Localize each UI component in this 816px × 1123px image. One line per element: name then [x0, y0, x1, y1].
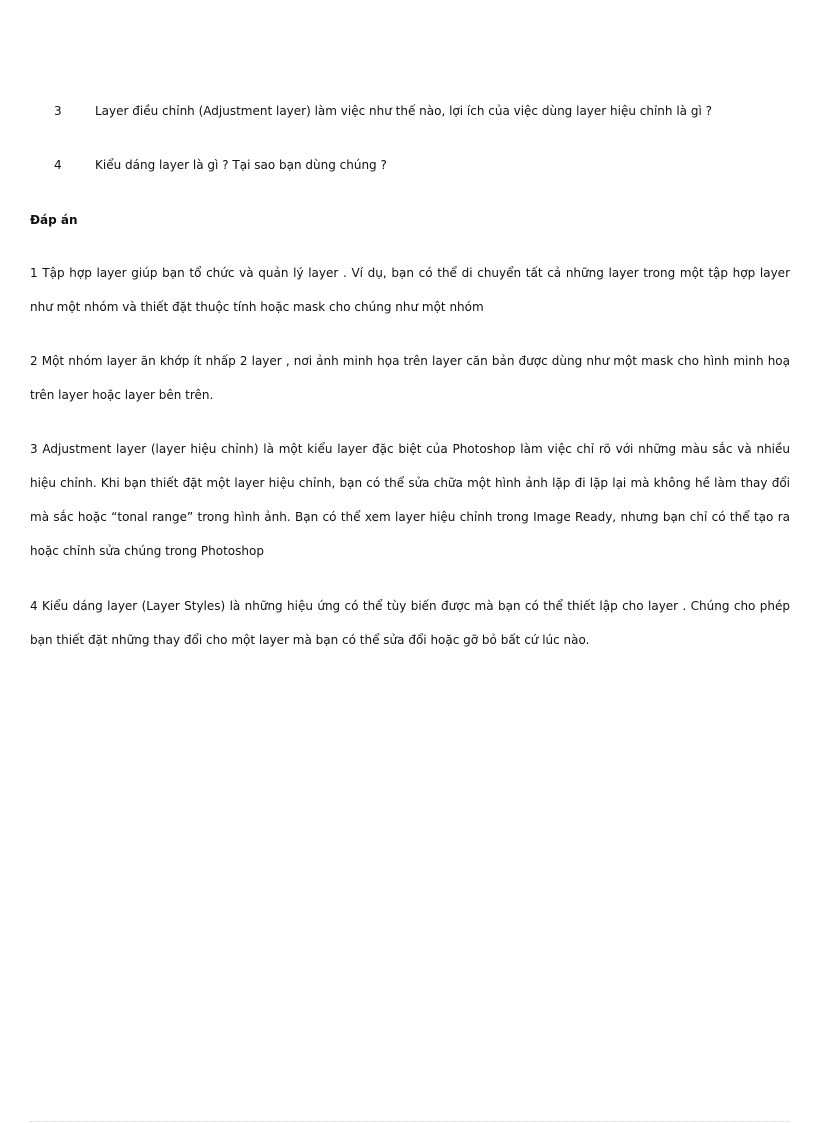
answer-paragraph-3: 3 Adjustment layer (layer hiệu chỉnh) là một kiểu layer đặc biệt của Photoshop làm việc chỉ rõ với những màu sắc và nhiều hiệu chỉnh. Khi bạn thiết đặt một layer hiệu chỉnh, bạn có thể sửa chữa một hình ảnh lặp đi lặp lại mà không hề làm thay đổi mà sắc hoặc “tonal range” trong hình ảnh. Bạn có thể xem layer hiệu chỉnh trong Image Ready, nhưng bạn chỉ có thể tạo ra hoặc chỉnh sửa chúng trong Photoshop	[30, 442, 790, 558]
question-number: 3	[54, 104, 62, 118]
question-number: 4	[54, 158, 62, 172]
question-item-4	[54, 156, 794, 174]
page-bottom-divider	[30, 1121, 790, 1122]
question-item-3	[54, 102, 794, 120]
answer-heading: Đáp án	[30, 213, 78, 227]
answer-paragraph-4: 4 Kiểu dáng layer (Layer Styles) là những hiệu ứng có thể tùy biến được mà bạn có thể thiết lập cho layer . Chúng cho phép bạn thiết đặt những thay đổi cho một layer mà bạn có thể sửa đổi hoặc gỡ bỏ bất cứ lúc nào.	[30, 599, 790, 647]
question-text: Layer điều chỉnh (Adjustment layer) làm việc như thế nào, lợi ích của việc dùng layer hiệu chỉnh là gì ?	[95, 104, 712, 118]
answer-paragraph-2: 2 Một nhóm layer ăn khớp ít nhấp 2 layer , nơi ảnh minh họa trên layer căn bản được dùng như một mask cho hình minh hoạ trên layer hoặc layer bên trên.	[30, 354, 790, 402]
answer-paragraph-1: 1 Tập hợp layer giúp bạn tổ chức và quản lý layer . Ví dụ, bạn có thể di chuyển tất cả những layer trong một tập hợp layer như một nhóm và thiết đặt thuộc tính hoặc mask cho chúng như một nhóm	[30, 266, 790, 314]
question-text: Kiểu dáng layer là gì ? Tại sao bạn dùng chúng ?	[95, 158, 387, 172]
